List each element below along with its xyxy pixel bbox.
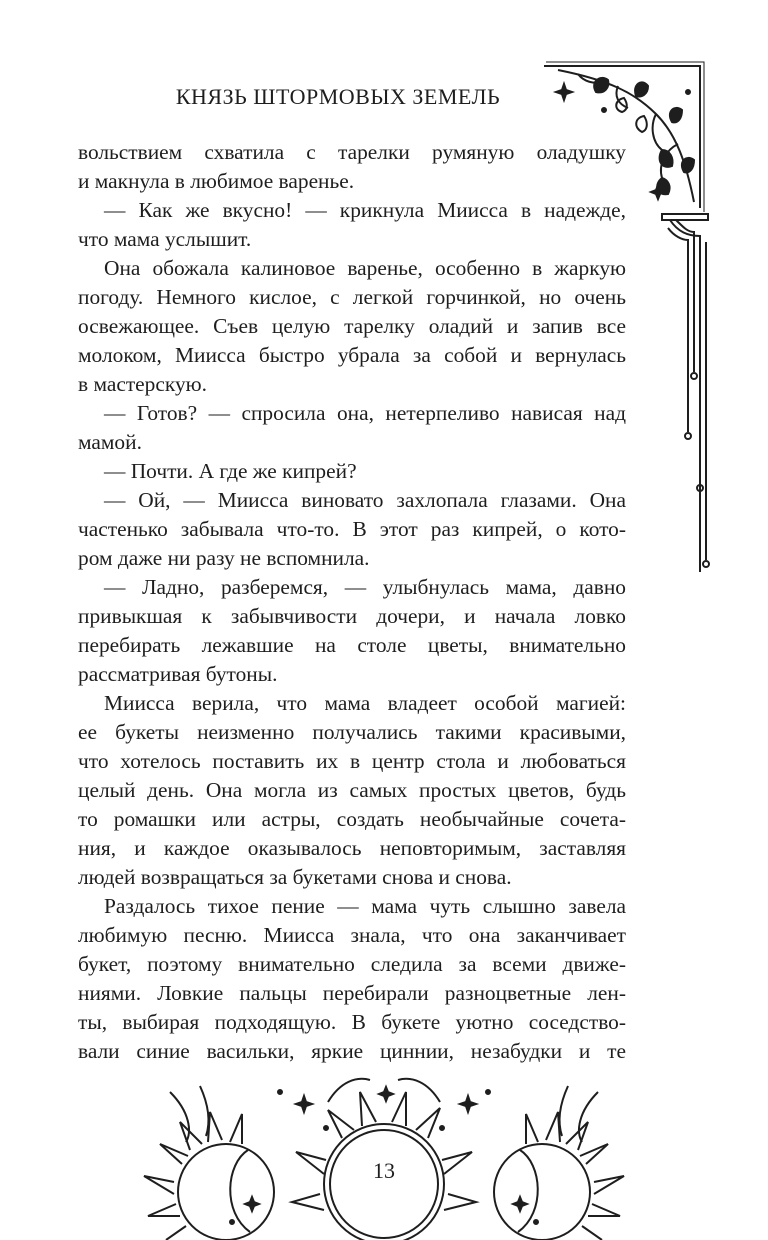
text-line: частенько забывала что-то. В этот раз кипрей, о кото- bbox=[78, 517, 626, 541]
text-line: привыкшая к забывчивости дочери, и начала ловко bbox=[78, 604, 626, 628]
text-line: что мама услышит. bbox=[78, 227, 252, 251]
text-line: Она обожала калиновое варенье, особенно в жаркую bbox=[104, 256, 626, 280]
text-line: вольствием схватила с тарелки румяную оладушку bbox=[78, 140, 626, 164]
text-line: то ромашки или астры, создать необычайные сочета- bbox=[78, 807, 626, 831]
text-line: любимую песню. Миисса знала, что она заканчивает bbox=[78, 923, 626, 947]
text-line: людей возвращаться за букетами снова и снова. bbox=[78, 865, 512, 889]
text-line: Раздалось тихое пение — мама чуть слышно завела bbox=[104, 894, 626, 918]
text-line: рассматривая бутоны. bbox=[78, 662, 278, 686]
text-line: ее букеты неизменно получались такими красивыми, bbox=[78, 720, 626, 744]
text-line: молоком, Миисса быстро убрала за собой и вернулась bbox=[78, 343, 626, 367]
sun-moon-ornament-icon bbox=[130, 1072, 638, 1240]
text-line: мамой. bbox=[78, 430, 142, 454]
text-line: освежающее. Съев целую тарелку оладий и запив все bbox=[78, 314, 626, 338]
text-line: ром даже ни разу не вспомнила. bbox=[78, 546, 370, 570]
text-line: — Готов? — спросила она, нетерпеливо нависая над bbox=[104, 401, 626, 425]
text-line: — Почти. А где же кипрей? bbox=[104, 459, 357, 483]
text-line: ты, выбирая подходящую. В букете уютно соседство- bbox=[78, 1010, 626, 1034]
text-line: в мастерскую. bbox=[78, 372, 207, 396]
text-line: — Как же вкусно! — крикнула Миисса в надежде, bbox=[104, 198, 626, 222]
text-line: и макнула в любимое варенье. bbox=[78, 169, 355, 193]
text-line: что хотелось поставить их в центр стола и любоваться bbox=[78, 749, 626, 773]
body-text bbox=[78, 138, 626, 1066]
text-line: — Ой, — Миисса виновато захлопала глазами. Она bbox=[104, 488, 626, 512]
running-title: КНЯЗЬ ШТОРМОВЫХ ЗЕМЕЛЬ bbox=[175, 84, 501, 109]
text-line: Миисса верила, что мама владеет особой магией: bbox=[104, 691, 626, 715]
text-line: — Ладно, разберемся, — улыбнулась мама, давно bbox=[104, 575, 626, 599]
text-line: перебирать лежавшие на столе цветы, внимательно bbox=[78, 633, 626, 657]
text-line: вали синие васильки, яркие циннии, незабудки и те bbox=[78, 1039, 626, 1063]
text-line: ния, и каждое оказывалось неповторимым, заставляя bbox=[78, 836, 626, 860]
text-line: ниями. Ловкие пальцы перебирали разноцветные лен- bbox=[78, 981, 626, 1005]
text-line: букет, поэтому внимательно следила за всеми движе- bbox=[78, 952, 626, 976]
page-number: 13 bbox=[373, 1158, 395, 1183]
text-line: погоду. Немного кислое, с легкой горчинкой, но очень bbox=[78, 285, 626, 309]
text-line: целый день. Она могла из самых простых цветов, будь bbox=[78, 778, 626, 802]
